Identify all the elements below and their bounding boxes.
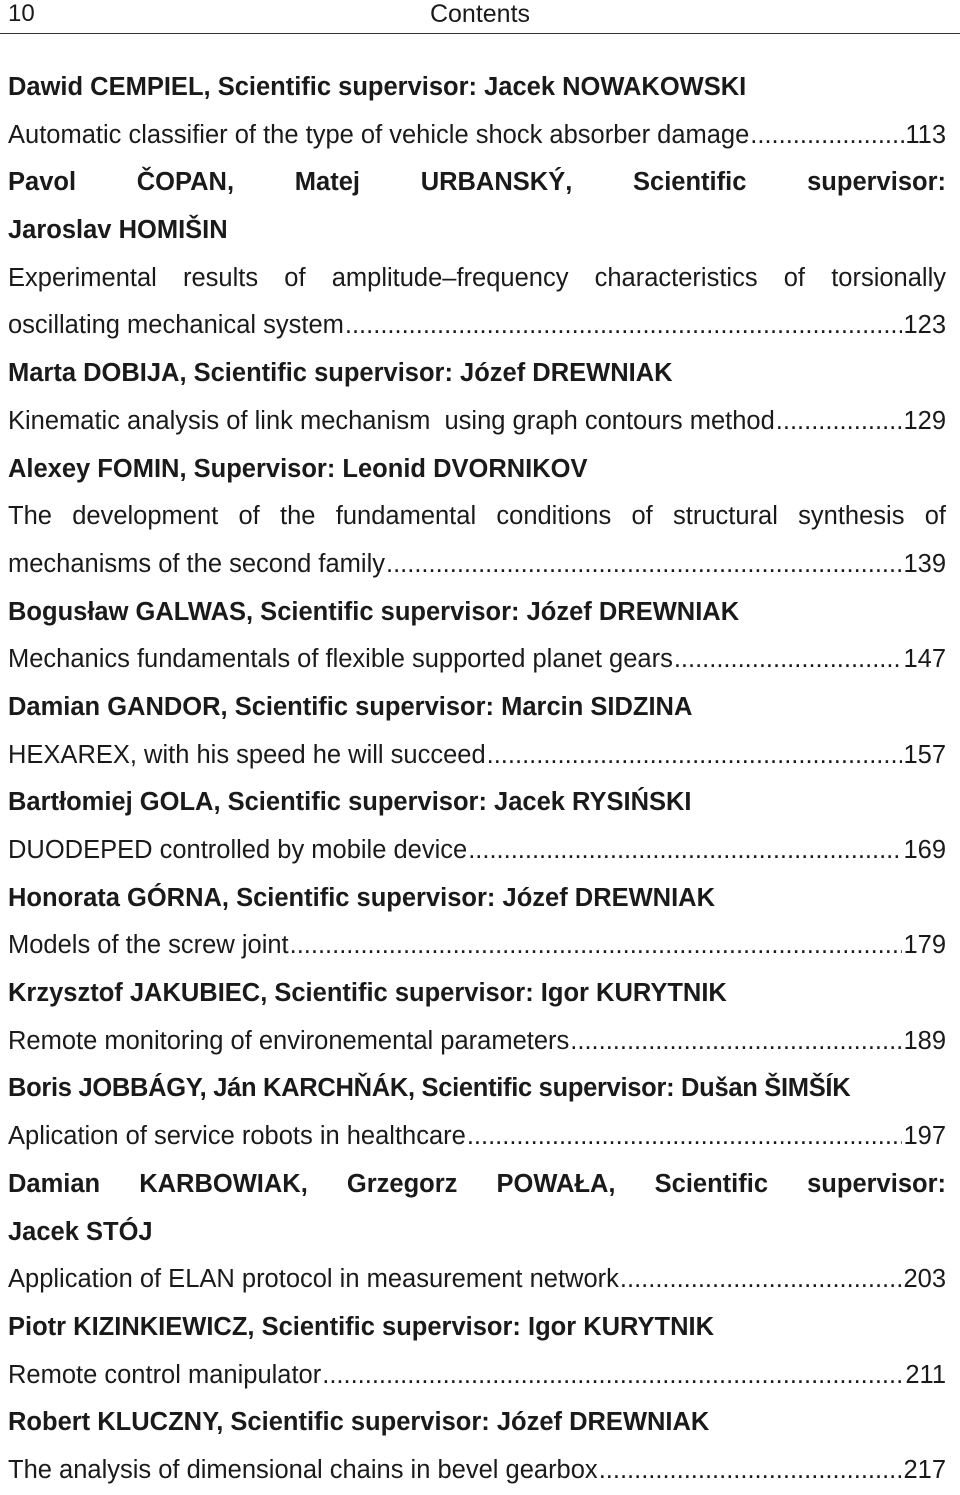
- toc-title: Automatic classifier of the type of vehicle shock absorber damage: [8, 120, 750, 149]
- toc-page-number: 123: [903, 311, 946, 340]
- toc-entries: [0, 64, 960, 1495]
- toc-title: Models of the screw joint: [8, 931, 289, 960]
- toc-title-line[interactable]: [0, 636, 960, 684]
- toc-author: Pavol ČOPAN, Matej URBANSKÝ, Scientific supervisor:: [8, 168, 946, 197]
- toc-title-line[interactable]: [0, 398, 960, 446]
- toc-page-number: 169: [903, 836, 946, 864]
- toc-title-line[interactable]: [0, 1447, 960, 1495]
- toc-author: Bogusław GALWAS, Scientific supervisor: Józef DREWNIAK: [8, 597, 740, 626]
- dot-leader: [290, 922, 903, 970]
- toc-page-number: 139: [903, 549, 946, 578]
- running-title: Contents: [429, 0, 531, 28]
- toc-title: Kinematic analysis of link mechanism using graph contours method: [8, 406, 775, 435]
- toc-author: Robert KLUCZNY, Scientific supervisor: Józef DREWNIAK: [8, 1408, 710, 1437]
- toc-title: Remote control manipulator: [8, 1360, 322, 1389]
- toc-author: Damian KARBOWIAK, Grzegorz POWAŁA, Scientific supervisor:: [8, 1169, 946, 1198]
- toc-page-number: 147: [903, 645, 946, 674]
- toc-author: Jacek STÓJ: [8, 1217, 153, 1246]
- toc-title: Application of ELAN protocol in measurement network: [8, 1265, 619, 1294]
- dot-leader: [468, 827, 902, 875]
- toc-author: Alexey FOMIN, Supervisor: Leonid DVORNIKOV: [8, 454, 588, 483]
- toc-title-line[interactable]: [0, 1018, 960, 1066]
- toc-title: mechanisms of the second family: [8, 549, 385, 578]
- dot-leader: [674, 636, 903, 684]
- toc-page-number: 189: [903, 1026, 946, 1055]
- toc-title: Remote monitoring of environemental parameters: [8, 1026, 570, 1055]
- toc-page-number: 179: [903, 931, 946, 960]
- toc-page-number: 113: [905, 120, 946, 149]
- toc-author: Jaroslav HOMIŠIN: [8, 216, 228, 245]
- dot-leader: [345, 302, 903, 350]
- toc-title-line[interactable]: [0, 827, 960, 875]
- toc-author: Piotr KIZINKIEWICZ, Scientific supervisor: Igor KURYTNIK: [8, 1312, 715, 1341]
- toc-title: The analysis of dimensional chains in bevel gearbox: [8, 1455, 598, 1484]
- toc-author: Damian GANDOR, Scientific supervisor: Marcin SIDZINA: [8, 692, 693, 721]
- toc-author: Bartłomiej GOLA, Scientific supervisor: Jacek RYSIŃSKI: [8, 788, 692, 817]
- toc-title: Mechanics fundamentals of flexible supported planet gears: [8, 645, 673, 674]
- toc-author: Honorata GÓRNA, Scientific supervisor: Józef DREWNIAK: [8, 883, 716, 912]
- dot-leader: [386, 541, 902, 589]
- toc-title: The development of the fundamental conditions of structural synthesis of: [8, 502, 946, 531]
- toc-author: Boris JOBBÁGY, Ján KARCHŇÁK, Scientific supervisor: Dušan ŠIMŠÍK: [8, 1074, 851, 1103]
- toc-author: Krzysztof JAKUBIEC, Scientific supervisor: Igor KURYTNIK: [8, 979, 727, 1008]
- toc-title: Experimental results of amplitude–frequency characteristics of torsionally: [8, 263, 946, 292]
- dot-leader: [322, 1352, 904, 1400]
- toc-title-line[interactable]: [0, 541, 960, 589]
- dot-leader: [776, 398, 903, 446]
- dot-leader: [750, 112, 904, 160]
- toc-author: Marta DOBIJA, Scientific supervisor: Józef DREWNIAK: [8, 359, 673, 388]
- toc-title-line[interactable]: [0, 922, 960, 970]
- toc-page-number: 211: [905, 1360, 946, 1389]
- page-header: [0, 0, 960, 34]
- dot-leader: [599, 1447, 903, 1495]
- dot-leader: [620, 1256, 903, 1304]
- toc-title-line[interactable]: [0, 302, 960, 350]
- toc-title-line[interactable]: [0, 1352, 960, 1400]
- dot-leader: [487, 732, 903, 780]
- toc-title: oscillating mechanical system: [8, 311, 344, 340]
- toc-page-number: 129: [903, 406, 946, 435]
- toc-author: Dawid CEMPIEL, Scientific supervisor: Jacek NOWAKOWSKI: [8, 73, 747, 101]
- toc-title: HEXAREX, with his speed he will succeed: [8, 740, 486, 769]
- dot-leader: [467, 1113, 903, 1161]
- toc-title-line[interactable]: [0, 732, 960, 780]
- toc-title-line[interactable]: [0, 112, 960, 160]
- toc-page-number: 203: [903, 1265, 946, 1294]
- dot-leader: [570, 1018, 902, 1066]
- toc-page-number: 217: [903, 1455, 946, 1484]
- toc-title: Aplication of service robots in healthcare: [8, 1122, 466, 1151]
- toc-title-line[interactable]: [0, 1256, 960, 1304]
- toc-title: DUODEPED controlled by mobile device: [8, 836, 468, 864]
- toc-page-number: 157: [903, 740, 946, 769]
- toc-page-number: 197: [903, 1122, 946, 1151]
- toc-title-line[interactable]: [0, 1113, 960, 1161]
- page-number: 10: [8, 0, 35, 27]
